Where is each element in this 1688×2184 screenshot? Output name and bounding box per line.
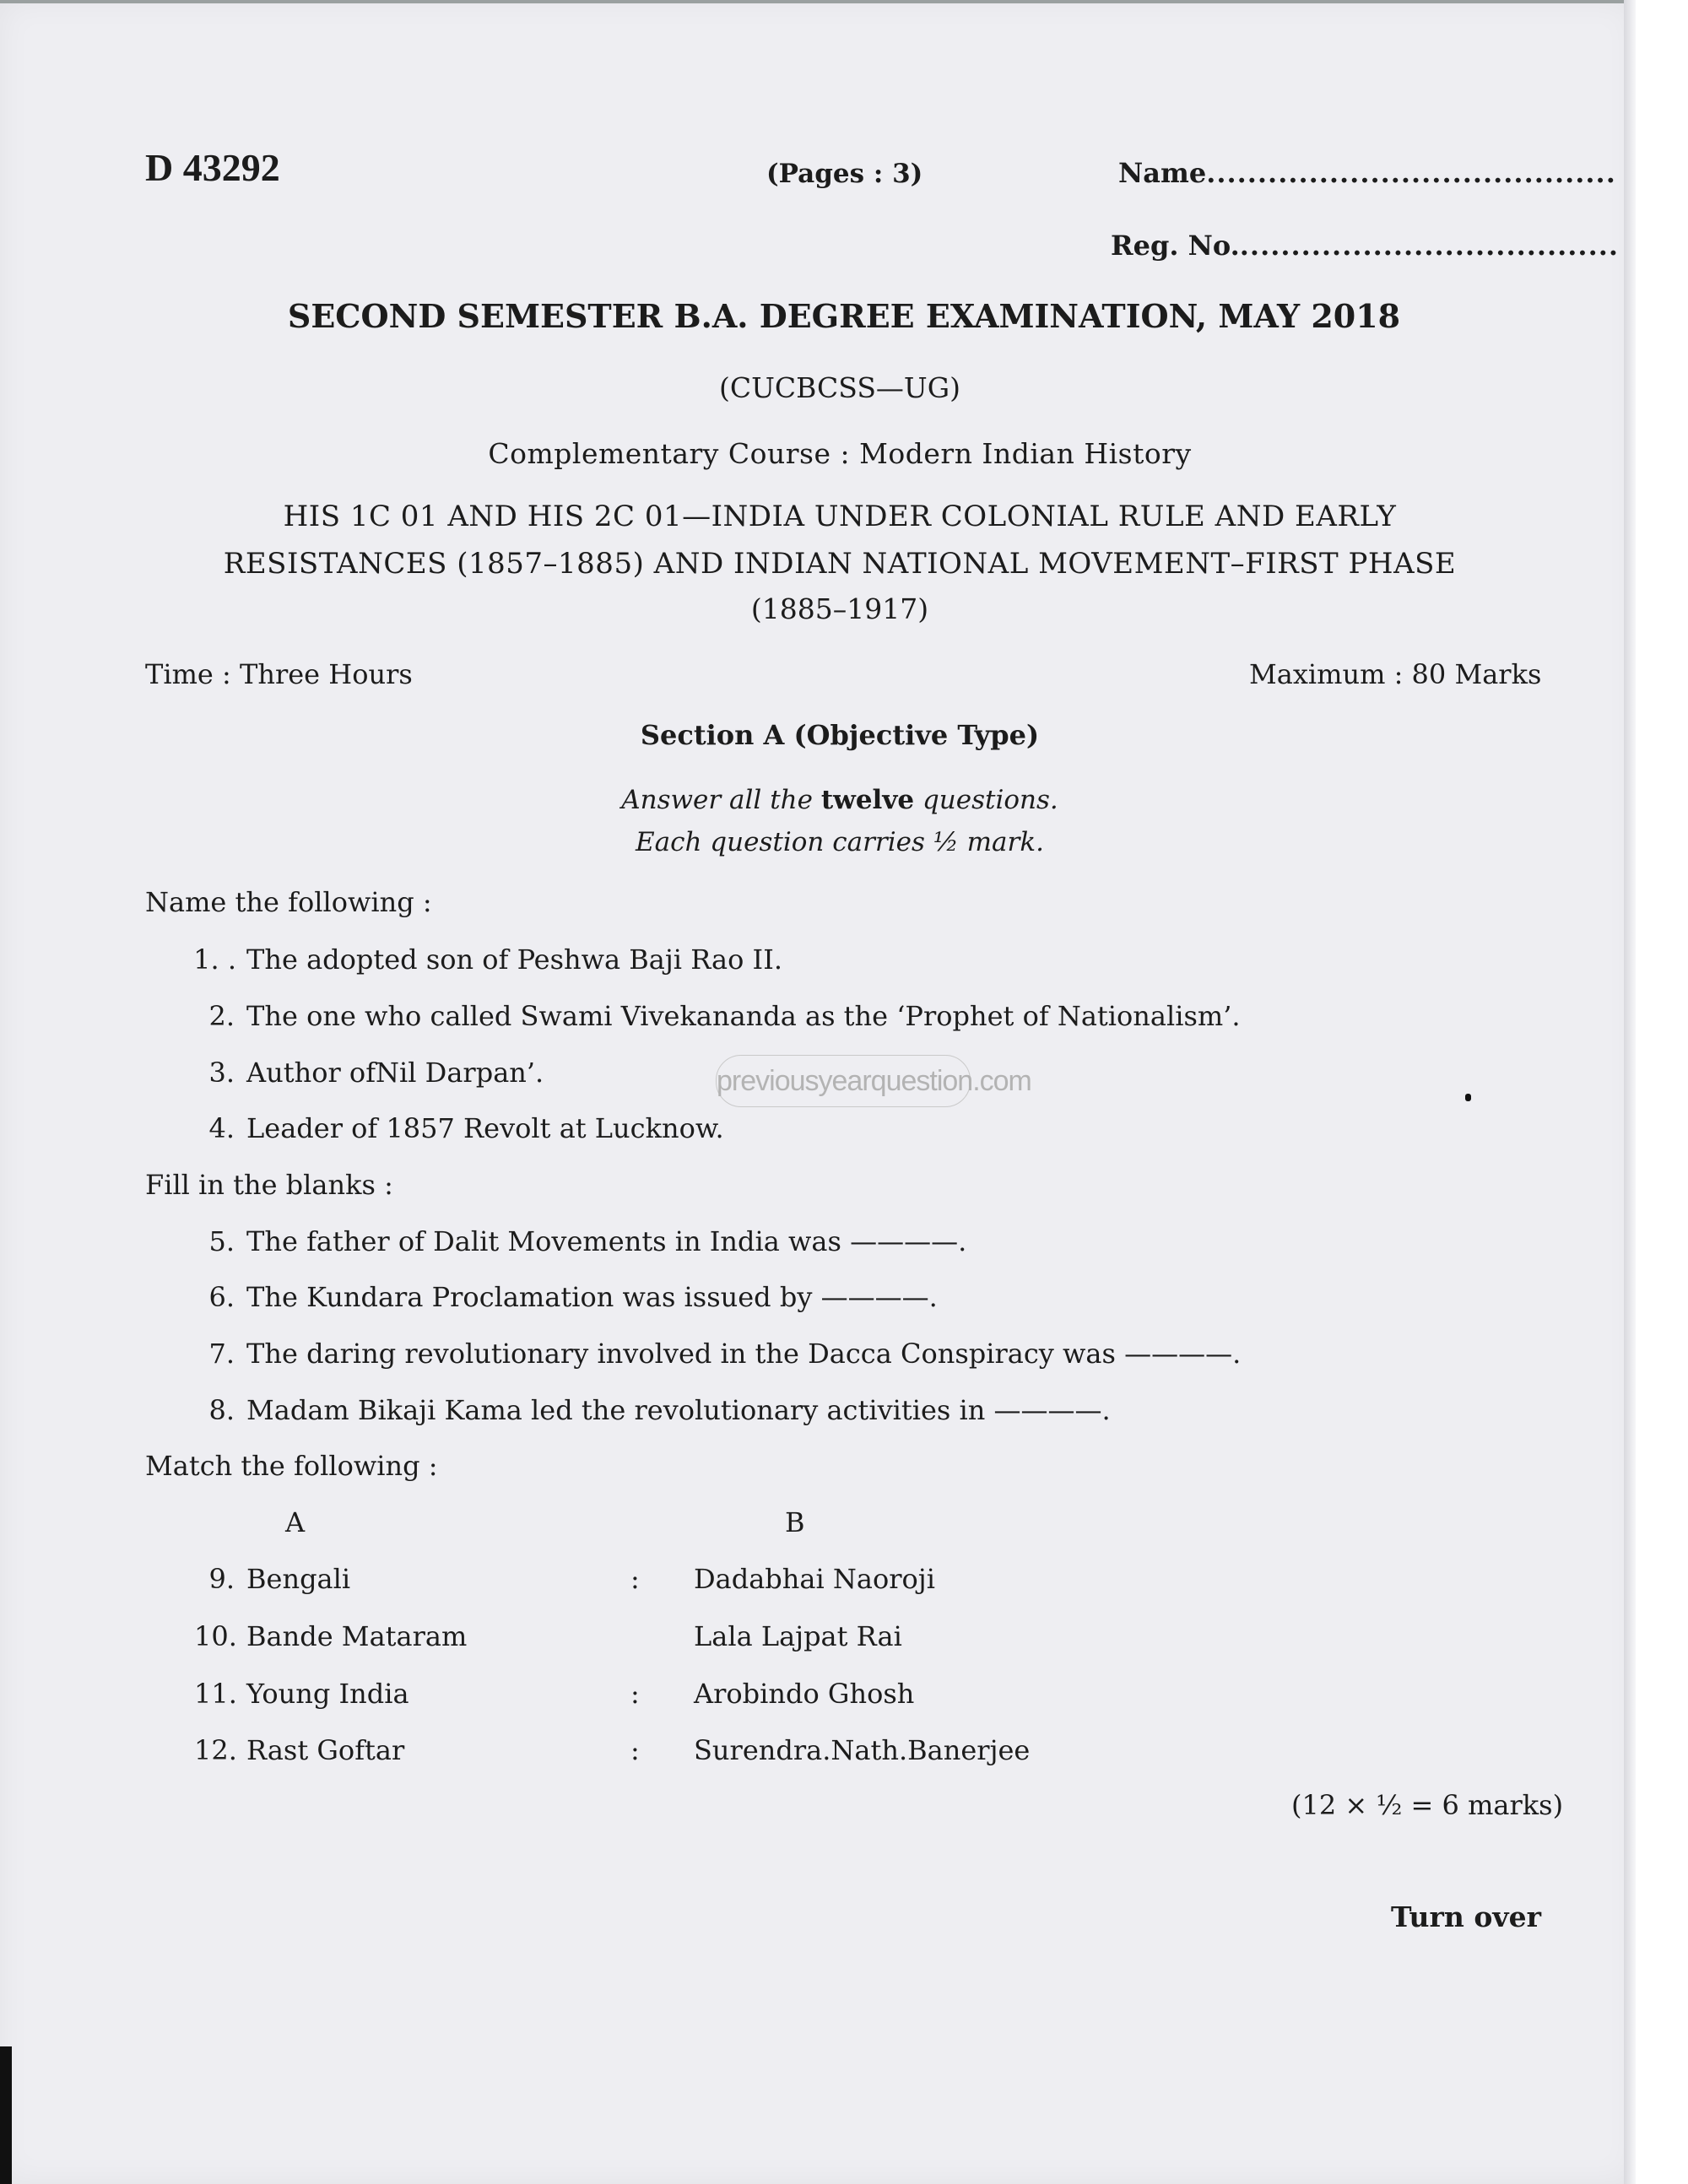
maximum-marks: Maximum : 80 Marks (1249, 658, 1542, 690)
match-colon: : (630, 1563, 640, 1595)
paper-title-line-2: RESISTANCES (1857–1885) AND INDIAN NATIONAL MOVEMENT–FIRST PHASE (223, 547, 1457, 581)
question-number: 3. (208, 1057, 235, 1089)
turn-over-note: Turn over (1391, 1900, 1541, 1933)
paper-code: D 43292 (145, 146, 280, 189)
question-number: 6. (208, 1281, 235, 1313)
question-text: The Kundara Proclamation was issued by ————. (246, 1281, 938, 1313)
section-marks-total: (12 × ½ = 6 marks) (1291, 1789, 1564, 1821)
question-text: The adopted son of Peshwa Baji Rao II. (246, 943, 782, 976)
instruction-text-a: Answer all the (621, 785, 813, 815)
name-field (1118, 157, 1616, 189)
exam-title: SECOND SEMESTER B.A. DEGREE EXAMINATION, MAY 2018 (287, 297, 1401, 335)
name-label: Name (1118, 157, 1207, 189)
question-number: 4. (208, 1112, 235, 1144)
name-dots: ........................................ (1206, 157, 1616, 189)
reg-no-field (1111, 230, 1619, 262)
match-column-b-header: B (785, 1506, 805, 1538)
instruction-answer-all (0, 785, 1680, 815)
match-number: 11. (194, 1678, 237, 1710)
question-text: Madam Bikaji Kama led the revolutionary activities in ————. (246, 1394, 1111, 1426)
stray-ink-mark (1465, 1094, 1471, 1101)
paper-title-line-3: (1885–1917) (750, 592, 929, 625)
reg-no-dots: ..................................... (1239, 230, 1619, 262)
scan-shadow-bar (0, 2046, 12, 2184)
match-colon: : (630, 1678, 640, 1710)
question-text: The father of Dalit Movements in India was ————. (246, 1225, 967, 1257)
match-item-b: Dadabhai Naoroji (694, 1563, 935, 1595)
subheading-name-the-following: Name the following : (145, 886, 432, 918)
question-number: 7. (208, 1338, 235, 1370)
match-number: 12. (194, 1734, 237, 1766)
paper-title-line-1: HIS 1C 01 AND HIS 2C 01—INDIA UNDER COLONIAL RULE AND EARLY (283, 500, 1397, 533)
instruction-marks-each: Each question carries ½ mark. (636, 827, 1044, 857)
page-count: (Pages : 3) (766, 159, 923, 189)
match-item-a: Rast Goftar (246, 1734, 405, 1766)
question-number: 2. (208, 1000, 235, 1032)
match-item-b: Surendra.Nath.Banerjee (694, 1734, 1031, 1766)
match-number: 10. (194, 1620, 237, 1652)
question-text: Author ofNil Darpan’. (246, 1057, 544, 1089)
match-number: 9. (208, 1563, 235, 1595)
time-allowed: Time : Three Hours (145, 658, 413, 690)
question-number: 8. (208, 1394, 235, 1426)
match-item-b: Arobindo Ghosh (694, 1678, 915, 1710)
question-text: The one who called Swami Vivekananda as the ‘Prophet of Nationalism’. (246, 1000, 1241, 1032)
course-name: Complementary Course : Modern Indian History (488, 437, 1192, 470)
exam-scheme: (CUCBCSS—UG) (719, 371, 960, 404)
reg-no-label: Reg. No. (1111, 230, 1240, 262)
match-item-b: Lala Lajpat Rai (694, 1620, 902, 1652)
watermark-logo: previousyearquestion.com (716, 1055, 971, 1107)
match-item-a: Bengali (246, 1563, 351, 1595)
question-number: 1. . (193, 943, 236, 976)
match-column-a-header: A (285, 1506, 306, 1538)
match-colon: : (630, 1734, 640, 1766)
instruction-text-b: questions. (922, 785, 1058, 815)
question-number: 5. (208, 1225, 235, 1257)
section-heading: Section A (Objective Type) (640, 719, 1040, 751)
subheading-match-the-following: Match the following : (145, 1450, 438, 1482)
question-text: The daring revolutionary involved in the Dacca Conspiracy was ————. (246, 1338, 1242, 1370)
page-top-edge (0, 0, 1636, 3)
subheading-fill-in-the-blanks: Fill in the blanks : (145, 1169, 393, 1201)
question-text: Leader of 1857 Revolt at Lucknow. (246, 1112, 724, 1144)
instruction-text-bold: twelve (820, 785, 915, 815)
match-item-a: Bande Mataram (246, 1620, 468, 1652)
match-item-a: Young India (246, 1678, 409, 1710)
